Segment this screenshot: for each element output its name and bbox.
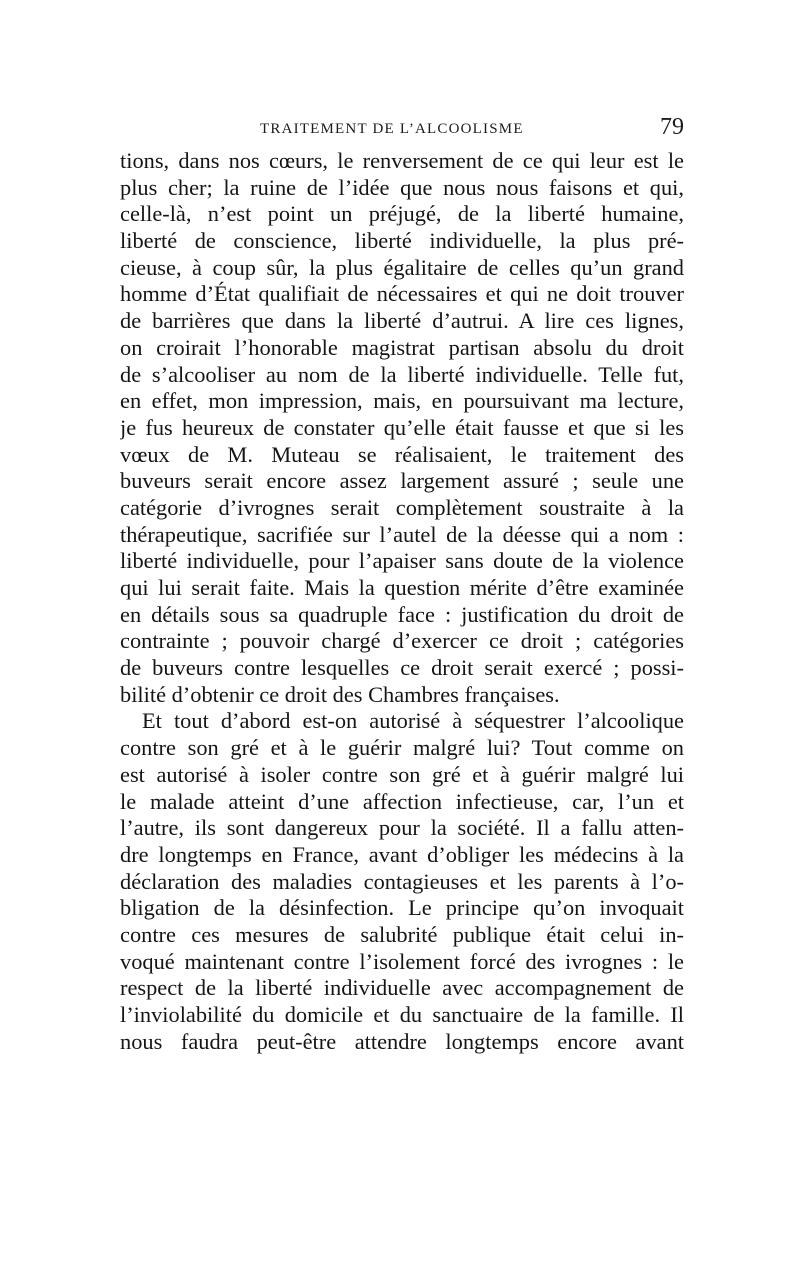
- text-line: cieuse, à coup sûr, la plus égalitaire de celles qu’un grand: [120, 254, 684, 280]
- text-line: liberté de conscience, liberté individuelle, la plus pré-: [120, 228, 684, 254]
- text-line: vœux de M. Muteau se réalisaient, le traitement des: [120, 441, 684, 467]
- running-head: [120, 114, 684, 144]
- text-line: contrainte ; pouvoir chargé d’exercer ce droit ; catégories: [120, 628, 684, 654]
- text-line: en détails sous sa quadruple face : justification du droit de: [120, 601, 684, 627]
- text-line: homme d’État qualifiait de nécessaires et qui ne doit trouver: [120, 281, 684, 307]
- text-line: thérapeutique, sacrifiée sur l’autel de la déesse qui a nom :: [120, 521, 684, 547]
- text-line: en effet, mon impression, mais, en poursuivant ma lecture,: [120, 388, 684, 414]
- text-line: plus cher; la ruine de l’idée que nous nous faisons et qui,: [120, 174, 684, 200]
- text-line: nous faudra peut-être attendre longtemps encore avant: [120, 1028, 684, 1054]
- text-line: catégorie d’ivrognes serait complètement soustraite à la: [120, 494, 684, 520]
- body-text: [120, 148, 684, 1055]
- text-line-paragraph-end: bilité d’obtenir ce droit des Chambres françaises.: [120, 681, 560, 707]
- text-line: dre longtemps en France, avant d’obliger les médecins à la: [120, 841, 684, 867]
- text-line: de barrières que dans la liberté d’autrui. A lire ces lignes,: [120, 308, 684, 334]
- text-line: contre son gré et à le guérir malgré lui? Tout comme on: [120, 735, 684, 761]
- text-line: le malade atteint d’une affection infectieuse, car, l’un et: [120, 788, 684, 814]
- text-line: qui lui serait faite. Mais la question mérite d’être examinée: [120, 575, 684, 600]
- text-line: de s’alcooliser au nom de la liberté individuelle. Telle fut,: [120, 361, 684, 387]
- text-line: voqué maintenant contre l’isolement forcé des ivrognes : le: [120, 948, 684, 974]
- text-line: contre ces mesures de salubrité publique était celui in-: [120, 921, 684, 947]
- text-line: buveurs serait encore assez largement assuré ; seule une: [120, 468, 684, 494]
- text-line: l’inviolabilité du domicile et du sanctuaire de la famille. Il: [120, 1002, 684, 1027]
- text-line: celle-là, n’est point un préjugé, de la liberté humaine,: [120, 201, 684, 227]
- text-line: tions, dans nos cœurs, le renversement de ce qui leur est le: [120, 148, 684, 173]
- text-line-paragraph-start: Et tout d’abord est-on autorisé à séquestrer l’alcoolique: [142, 708, 684, 734]
- text-line: respect de la liberté individuelle avec accompagnement de: [120, 975, 684, 1001]
- running-title: TRAITEMENT DE L’ALCOOLISME: [260, 121, 524, 137]
- text-line: on croirait l’honorable magistrat partisan absolu du droit: [120, 334, 684, 360]
- text-line: bligation de la désinfection. Le principe qu’on invoquait: [120, 895, 684, 921]
- text-line: est autorisé à isoler contre son gré et à guérir malgré lui: [120, 761, 684, 787]
- text-line: de buveurs contre lesquelles ce droit serait exercé ; possi-: [120, 655, 684, 681]
- text-line: l’autre, ils sont dangereux pour la société. Il a fallu atten-: [120, 815, 684, 841]
- text-line: je fus heureux de constater qu’elle était fausse et que si les: [120, 414, 684, 440]
- text-line: déclaration des maladies contagieuses et les parents à l’o-: [120, 868, 684, 894]
- page-number: 79: [660, 114, 684, 140]
- text-line: liberté individuelle, pour l’apaiser sans doute de la violence: [120, 548, 684, 574]
